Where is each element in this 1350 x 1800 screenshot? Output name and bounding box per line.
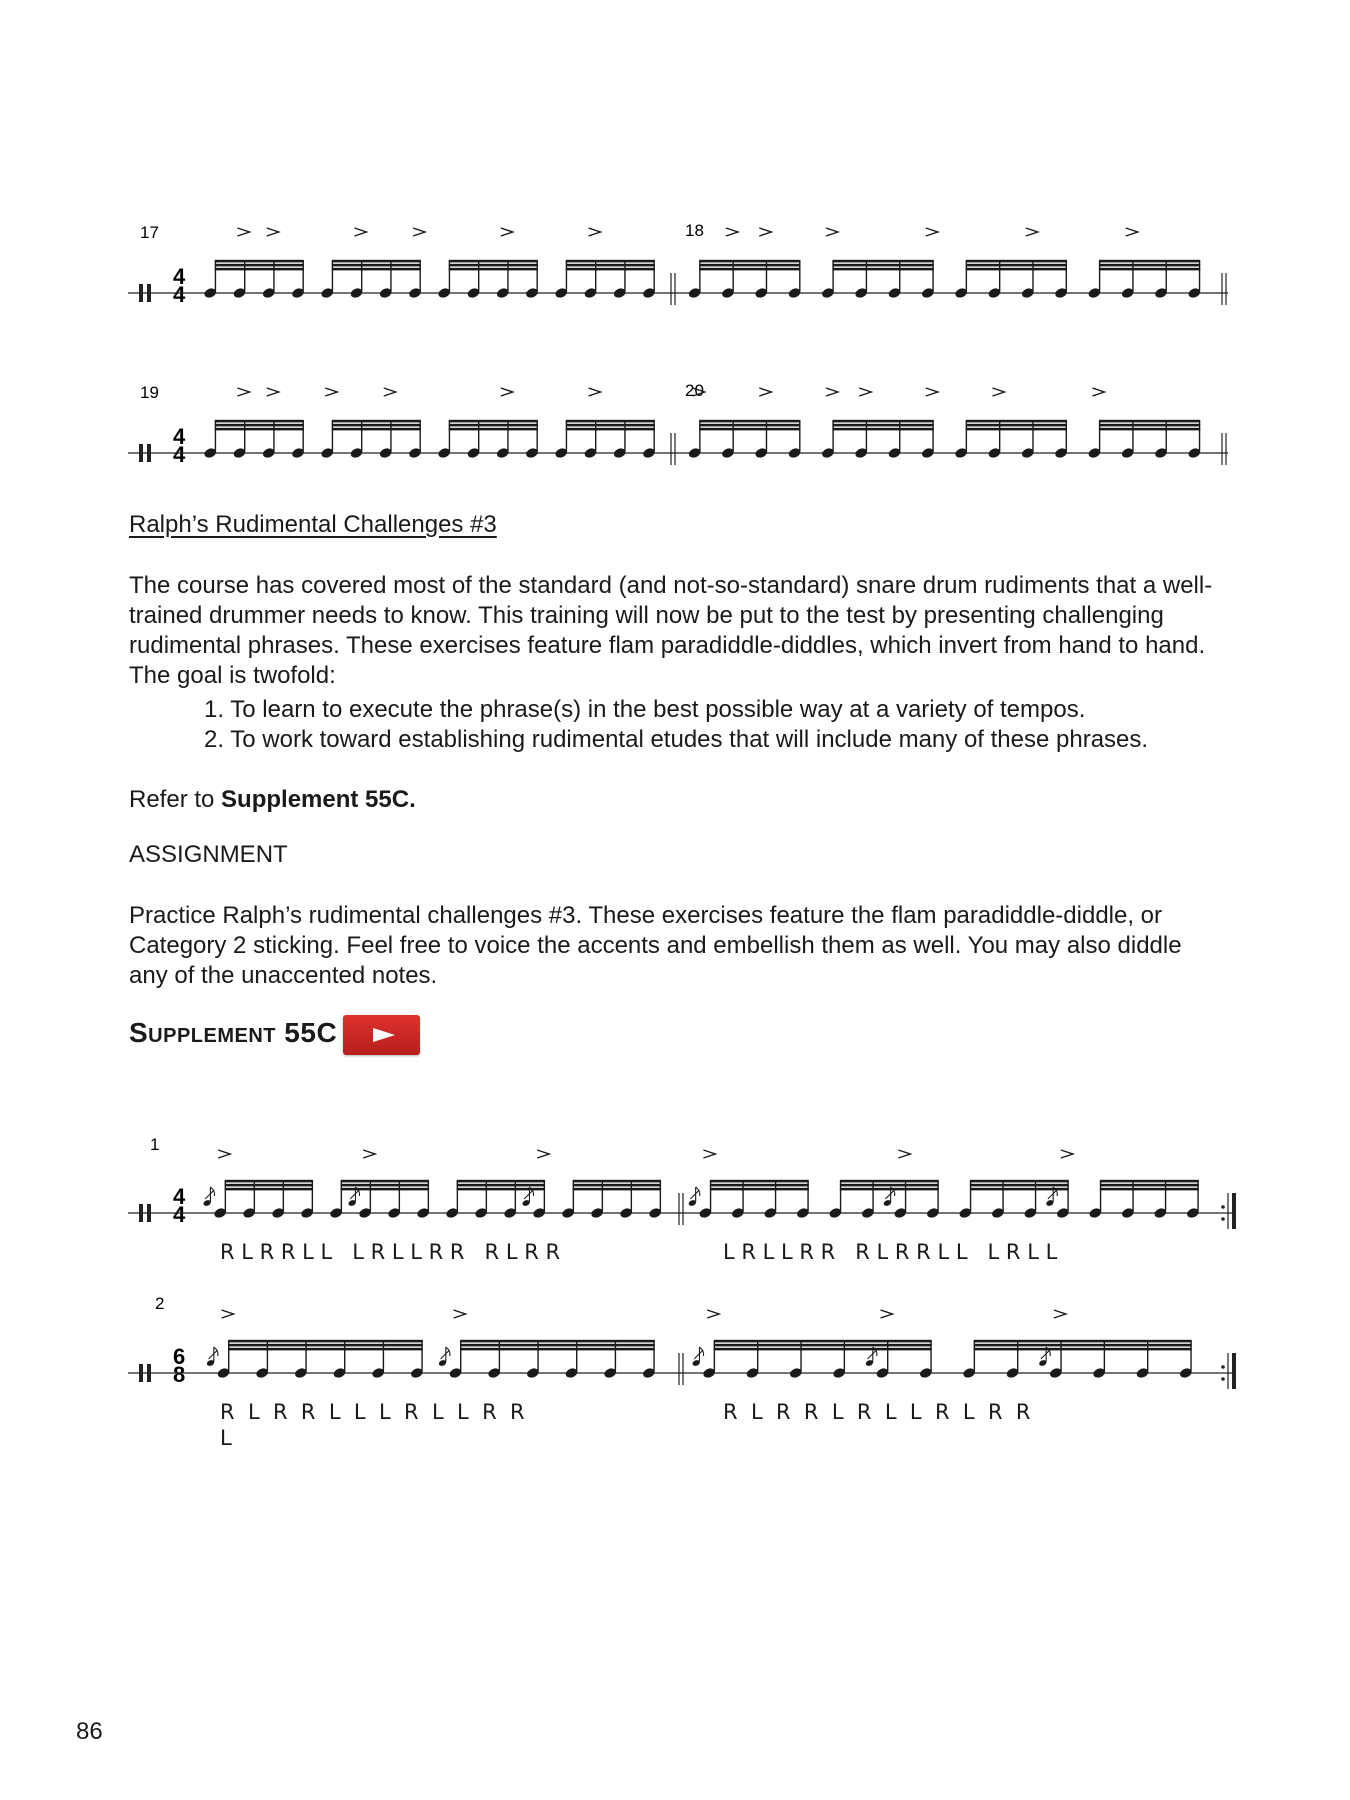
measure-number: 18 (685, 221, 704, 240)
note-beam (460, 1344, 655, 1347)
measure-number: 20 (685, 381, 704, 400)
percussion-clef (147, 1204, 151, 1222)
note-beam (966, 264, 1067, 267)
accent-mark (501, 388, 513, 396)
grace-slash (209, 1350, 218, 1359)
note-beam (457, 1180, 545, 1183)
note-beam (699, 420, 800, 423)
percussion-clef (139, 444, 143, 462)
note-beam (699, 264, 800, 267)
assignment-text: Practice Ralph’s rudimental challenges #3. These exercises feature the flam paradiddle-diddle, or Category 2 sticking. Feel free to voice the accents and embellish them as well. You may also diddle any of the unaccented notes. (129, 902, 1182, 989)
accent-mark (413, 228, 425, 236)
snare-staff-19-20 (128, 365, 1228, 475)
goal-item: 1. To learn to execute the phrase(s) in the best possible way at a variety of tempos. (204, 696, 1086, 723)
note-beam (449, 428, 538, 431)
percussion-clef (147, 1364, 151, 1382)
note-beam (215, 264, 304, 267)
refer-line (129, 785, 1219, 815)
note-beam (966, 428, 1067, 431)
note-beam (832, 428, 933, 431)
time-signature-bottom: 4 (173, 1202, 186, 1227)
note-beam (1099, 268, 1200, 271)
accent-mark (703, 1150, 715, 1158)
note-beam (840, 1184, 939, 1187)
time-signature-bottom: 4 (173, 282, 186, 307)
note-beam (710, 1180, 809, 1183)
note-beam (566, 424, 655, 427)
grace-slash (690, 1190, 699, 1199)
sticking-row: R L R R L R L L R L R R (723, 1400, 1031, 1424)
note-beam (449, 424, 538, 427)
note-beam (840, 1188, 939, 1191)
note-beam (225, 1188, 313, 1191)
percussion-clef (139, 284, 143, 302)
accent-mark (267, 388, 279, 396)
note-beam (449, 268, 538, 271)
sticking-row: R L R R L L L R L L R R R L R R (220, 1240, 561, 1264)
accent-mark (267, 228, 279, 236)
exercise-system-19-20 (128, 365, 1228, 475)
grace-slash (441, 1350, 450, 1359)
note-beam (332, 268, 421, 271)
time-signature-top: 4 (173, 1184, 186, 1209)
note-beam (1099, 264, 1200, 267)
note-beam (215, 260, 304, 263)
time-signature-bottom: 8 (173, 1362, 186, 1387)
note-beam (840, 1180, 939, 1183)
grace-slash (350, 1190, 359, 1199)
accent-mark (707, 1310, 719, 1318)
note-beam (710, 1184, 809, 1187)
accent-mark (992, 388, 1004, 396)
accent-mark (759, 388, 771, 396)
supplement-exercise-2 (128, 1285, 1228, 1455)
accent-mark (1026, 228, 1038, 236)
note-beam (460, 1340, 655, 1343)
repeat-dot (1221, 1217, 1225, 1221)
note-beam (341, 1188, 429, 1191)
percussion-clef (139, 1364, 143, 1382)
note-beam (966, 424, 1067, 427)
note-beam (215, 428, 304, 431)
accent-mark (454, 1310, 466, 1318)
goals-list (204, 695, 1148, 755)
sticking-row: R L R R L L L R L L R R (220, 1400, 525, 1424)
accent-mark (1061, 1150, 1073, 1158)
exercise-number: 1 (150, 1135, 160, 1154)
accent-mark (363, 1150, 375, 1158)
accent-mark (1092, 388, 1104, 396)
measure-number: 17 (140, 223, 159, 242)
accent-mark (218, 1150, 230, 1158)
goal-item: 2. To work toward establishing rudimental etudes that will include many of these phrases. (204, 726, 1149, 753)
note-beam (970, 1180, 1069, 1183)
note-beam (341, 1180, 429, 1183)
time-signature-top: 6 (173, 1344, 186, 1369)
accent-mark (325, 388, 337, 396)
supplement-title: Supplement 55C (129, 1017, 338, 1048)
note-beam (832, 424, 933, 427)
accent-mark (237, 388, 249, 396)
supplement-exercise-1 (128, 1125, 1228, 1275)
grace-slash (885, 1190, 894, 1199)
percussion-clef (139, 1204, 143, 1222)
accent-mark (588, 228, 600, 236)
note-beam (966, 260, 1067, 263)
sticking-row: L R L L R R R L R R L L L R L L (723, 1240, 1058, 1264)
play-video-button[interactable] (343, 1015, 420, 1055)
note-beam (566, 420, 655, 423)
note-beam (974, 1348, 1192, 1351)
note-beam (460, 1348, 655, 1351)
note-beam (1099, 420, 1200, 423)
note-beam (970, 1184, 1069, 1187)
grace-slash (1048, 1190, 1057, 1199)
accent-mark (881, 1310, 893, 1318)
repeat-dot (1221, 1205, 1225, 1209)
accent-mark (826, 228, 838, 236)
note-beam (832, 268, 933, 271)
note-beam (1100, 1180, 1199, 1183)
percussion-clef (147, 284, 151, 302)
note-beam (1100, 1184, 1199, 1187)
grace-slash (524, 1190, 533, 1199)
final-barline (1232, 1193, 1236, 1229)
note-beam (332, 264, 421, 267)
note-beam (228, 1340, 423, 1343)
note-beam (714, 1344, 932, 1347)
accent-mark (1126, 228, 1138, 236)
note-beam (710, 1188, 809, 1191)
note-beam (832, 264, 933, 267)
accent-mark (537, 1150, 549, 1158)
repeat-dot (1221, 1365, 1225, 1369)
note-beam (449, 260, 538, 263)
note-beam (974, 1340, 1192, 1343)
intro-paragraph: The course has covered most of the standard (and not-so-standard) snare drum rudiments that a well-trained drummer needs to know. This training will now be put to the test by presenting challenging rudimental phrases. These exercises feature flam paradiddle-diddles, which invert from hand to hand. The goal is twofold: (129, 572, 1213, 689)
note-beam (225, 1180, 313, 1183)
time-signature-bottom: 4 (173, 442, 186, 467)
final-barline (1232, 1353, 1236, 1389)
measure-number: 19 (140, 383, 159, 402)
note-beam (966, 420, 1067, 423)
accent-mark (588, 388, 600, 396)
accent-mark (354, 228, 366, 236)
note-beam (225, 1184, 313, 1187)
note-beam (332, 260, 421, 263)
note-beam (1099, 428, 1200, 431)
note-beam (966, 268, 1067, 271)
refer-prefix: Refer to (129, 786, 222, 813)
play-icon (373, 1028, 395, 1042)
accent-mark (1054, 1310, 1066, 1318)
note-beam (566, 428, 655, 431)
accent-mark (384, 388, 396, 396)
time-signature-top: 4 (173, 424, 186, 449)
accent-mark (926, 388, 938, 396)
note-beam (332, 428, 421, 431)
accent-mark (926, 228, 938, 236)
repeat-dot (1221, 1377, 1225, 1381)
note-beam (1099, 260, 1200, 263)
note-beam (332, 424, 421, 427)
note-beam (699, 428, 800, 431)
note-beam (228, 1344, 423, 1347)
sticking-row-extra: L (220, 1426, 232, 1450)
note-beam (449, 264, 538, 267)
note-beam (566, 268, 655, 271)
page-number: 86 (76, 1718, 103, 1745)
accent-mark (501, 228, 513, 236)
note-beam (449, 420, 538, 423)
note-beam (573, 1184, 661, 1187)
note-beam (215, 268, 304, 271)
time-signature-top: 4 (173, 264, 186, 289)
note-beam (832, 420, 933, 423)
note-beam (1099, 424, 1200, 427)
note-beam (699, 424, 800, 427)
grace-slash (868, 1350, 877, 1359)
note-beam (573, 1180, 661, 1183)
note-beam (573, 1188, 661, 1191)
accent-mark (859, 388, 871, 396)
refer-supplement: Supplement 55C. (221, 786, 416, 813)
note-beam (215, 420, 304, 423)
note-beam (974, 1344, 1192, 1347)
percussion-clef (147, 444, 151, 462)
snare-staff-exercise-2 (128, 1285, 1228, 1455)
accent-mark (826, 388, 838, 396)
note-beam (832, 260, 933, 263)
snare-staff-exercise-1 (128, 1125, 1228, 1275)
note-beam (457, 1184, 545, 1187)
note-beam (566, 260, 655, 263)
note-beam (699, 268, 800, 271)
note-beam (699, 260, 800, 263)
grace-slash (205, 1190, 214, 1199)
note-beam (566, 264, 655, 267)
exercise-number: 2 (155, 1294, 165, 1313)
assignment-label: ASSIGNMENT (129, 841, 288, 868)
note-beam (215, 424, 304, 427)
note-beam (1100, 1188, 1199, 1191)
accent-mark (237, 228, 249, 236)
note-beam (341, 1184, 429, 1187)
accent-mark (222, 1310, 234, 1318)
accent-mark (759, 228, 771, 236)
note-beam (714, 1348, 932, 1351)
note-beam (332, 420, 421, 423)
accent-mark (726, 228, 738, 236)
grace-slash (694, 1350, 703, 1359)
note-beam (714, 1340, 932, 1343)
section-heading: Ralph’s Rudimental Challenges #3 (129, 511, 497, 538)
snare-staff-17-18 (128, 205, 1228, 315)
grace-slash (1041, 1350, 1050, 1359)
exercise-system-17-18 (128, 205, 1228, 315)
note-beam (228, 1348, 423, 1351)
accent-mark (898, 1150, 910, 1158)
